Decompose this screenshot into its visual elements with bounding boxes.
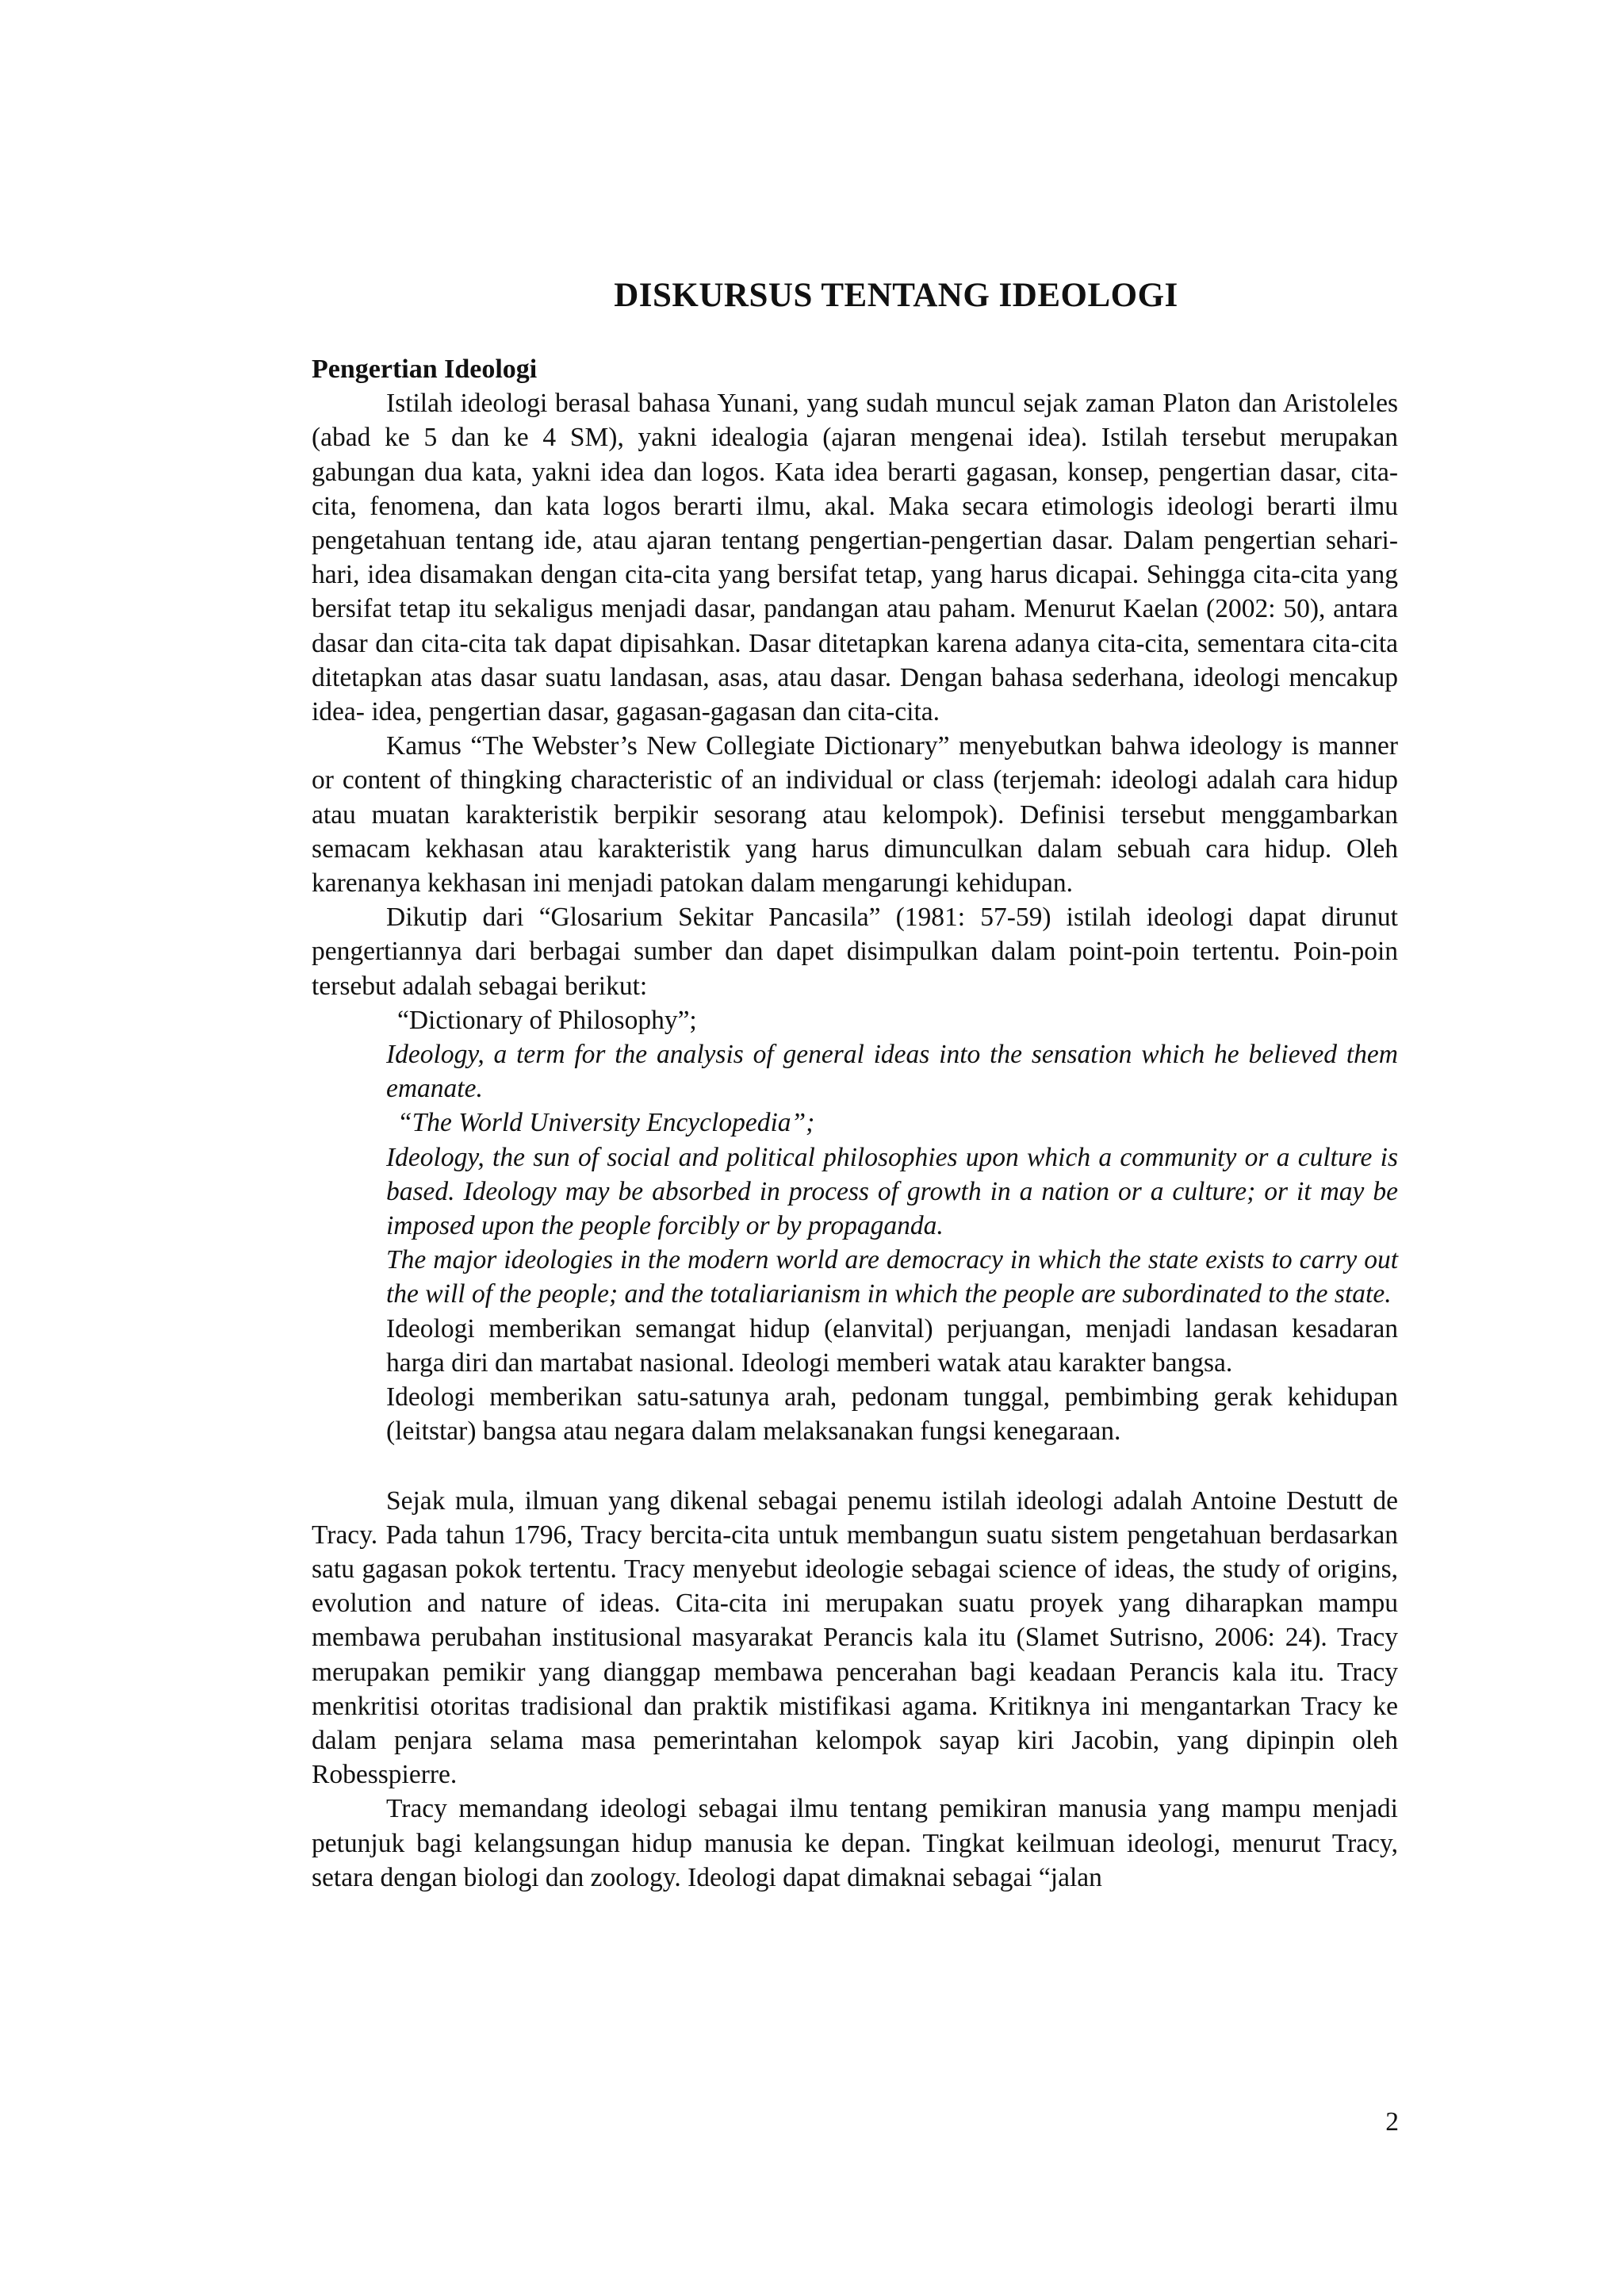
- quote-philosophy: Ideology, a term for the analysis of general ideas into the sensation which he believed them emanate.: [386, 1040, 1398, 1104]
- point-elanvital: Ideologi memberikan semangat hidup (elanvital) perjuangan, menjadi landasan kesadaran harga diri dan martabat nasional. Ideologi memberi watak atau karakter bangsa.: [386, 1313, 1398, 1378]
- source-label-philosophy: “Dictionary of Philosophy”;: [397, 1005, 697, 1035]
- quote-major-ideologies: The major ideologies in the modern world are democracy in which the state exists to carry out the will of the people; and the totaliarianism in which the people are subordinated to the state.: [386, 1245, 1398, 1309]
- quote-encyclopedia: Ideology, the sun of social and political philosophies upon which a community or a culture is based. Ideology may be absorbed in process of growth in a nation or a culture; or it may be imposed upon the people forcibly or by propaganda.: [386, 1142, 1398, 1241]
- paragraph-tracy-view: Tracy memandang ideologi sebagai ilmu tentang pemikiran manusia yang mampu menjadi petunjuk bagi kelangsungan hidup manusia ke depan. Tingkat keilmuan ideologi, menurut Tracy, setara dengan biologi dan zoology. Ideologi dapat dimaknai sebagai “jalan: [312, 1794, 1398, 1892]
- page-number: 2: [1385, 2107, 1399, 2137]
- point-leitstar: Ideologi memberikan satu-satunya arah, pedonam tunggal, pembimbing gerak kehidupan (leitstar) bangsa atau negara dalam melaksanakan fungsi kenegaraan.: [386, 1382, 1398, 1447]
- paragraph-webster: Kamus “The Webster’s New Collegiate Dictionary” menyebutkan bahwa ideology is manner or content of thingking characteristic of an individual or class (terjemah: ideologi adalah cara hidup atau muatan karakteristik berpikir sesorang atau kelompok). Definisi tersebut menggambarkan semacam kekhasan atau karakteristik yang harus dimunculkan dalam sebuah cara hidup. Oleh karenanya kekhasan ini menjadi patokan dalam mengarungi kehidupan.: [312, 731, 1398, 899]
- page-title: DISKURSUS TENTANG IDEOLOGI: [614, 277, 1178, 314]
- source-label-encyclopedia: “The World University Encyclopedia”;: [397, 1108, 815, 1138]
- section-heading: Pengertian Ideologi: [312, 355, 538, 384]
- document-page: [312, 274, 1398, 1895]
- paragraph-glosarium: Dikutip dari “Glosarium Sekitar Pancasila” (1981: 57-59) istilah ideologi dapat dirunut pengertiannya dari berbagai sumber dan dapet disimpulkan dalam point-poin tertentu. Poin-poin tersebut adalah sebagai berikut:: [312, 903, 1398, 1001]
- paragraph-gap: [312, 1449, 1398, 1484]
- paragraph-tracy-history: Sejak mula, ilmuan yang dikenal sebagai penemu istilah ideologi adalah Antoine Destutt de Tracy. Pada tahun 1796, Tracy bercita-cita untuk membangun suatu sistem pengetahuan berdasarkan satu gagasan pokok tertentu. Tracy menyebut ideologie sebagai science of ideas, the study of origins, evolution and nature of ideas. Cita-cita ini merupakan suatu proyek yang diharapkan mampu membawa perubahan institusional masyarakat Perancis kala itu (Slamet Sutrisno, 2006: 24). Tracy merupakan pemikir yang dianggap membawa pencerahan bagi keadaan Perancis kala itu. Tracy menkritisi otoritas tradisional dan praktik mistifikasi agama. Kritiknya ini mengantarkan Tracy ke dalam penjara selama masa pemerintahan kelompok sayap kiri Jacobin, yang dipinpin oleh Robesspierre.: [312, 1485, 1398, 1790]
- paragraph-etymology: Istilah ideologi berasal bahasa Yunani, yang sudah muncul sejak zaman Platon dan Aristoleles (abad ke 5 dan ke 4 SM), yakni idealogia (ajaran mengenai idea). Istilah tersebut merupakan gabungan dua kata, yakni idea dan logos. Kata idea berarti gagasan, konsep, pengertian dasar, cita-cita, fenomena, dan kata logos berarti ilmu, akal. Maka secara etimologis ideologi berarti ilmu pengetahuan tentang ide, atau ajaran tentang pengertian-pengertian dasar. Dalam pengertian sehari-hari, idea disamakan dengan cita-cita yang bersifat tetap, yang harus dicapai. Sehingga cita-cita yang bersifat tetap itu sekaligus menjadi dasar, pandangan atau paham. Menurut Kaelan (2002: 50), antara dasar dan cita-cita tak dapat dipisahkan. Dasar ditetapkan karena adanya cita-cita, sementara cita-cita ditetapkan atas dasar suatu landasan, asas, atau dasar. Dengan bahasa sederhana, ideologi mencakup idea- idea, pengertian dasar, gagasan-gagasan dan cita-cita.: [312, 389, 1398, 727]
